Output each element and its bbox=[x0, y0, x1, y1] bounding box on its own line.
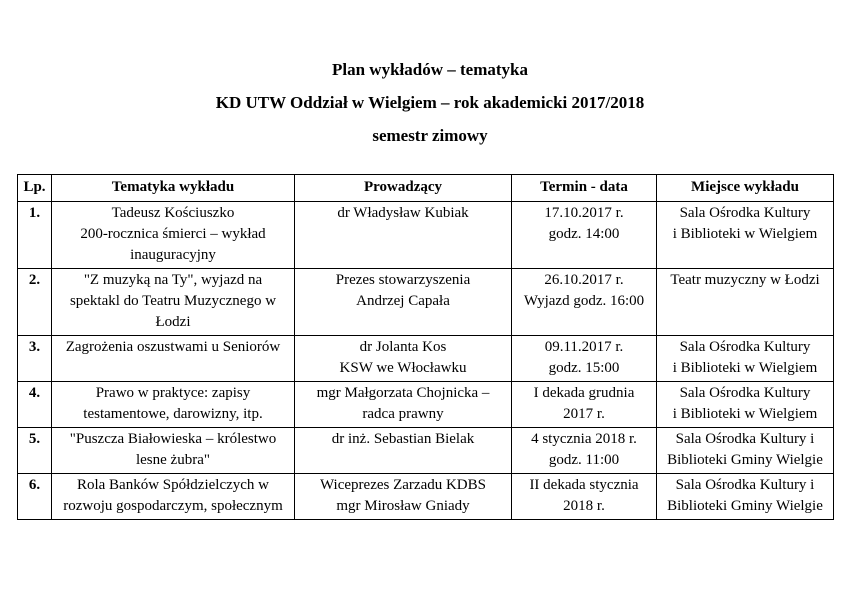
cell-place-line: Sala Ośrodka Kultury bbox=[679, 385, 811, 401]
cell-topic-line: "Puszcza Białowieska – królestwo bbox=[69, 431, 277, 447]
cell-topic-line: Łodzi bbox=[155, 314, 191, 330]
cell-place bbox=[657, 336, 834, 382]
cell-lp: 5. bbox=[18, 428, 52, 474]
cell-date bbox=[512, 202, 657, 269]
column-header-date: Termin - data bbox=[512, 175, 657, 202]
cell-date-line: 17.10.2017 r. bbox=[544, 205, 624, 221]
document-subtitle: KD UTW Oddział w Wielgiem – rok akademicki 2017/2018 bbox=[215, 93, 645, 112]
table-row bbox=[18, 336, 834, 382]
cell-date bbox=[512, 336, 657, 382]
cell-date bbox=[512, 428, 657, 474]
cell-place-line: Teatr muzyczny w Łodzi bbox=[670, 272, 820, 288]
cell-date-line: godz. 11:00 bbox=[548, 452, 620, 468]
table-row bbox=[18, 474, 834, 520]
cell-date-line: I dekada grudnia bbox=[533, 385, 635, 401]
cell-topic-line: rozwoju gospodarczym, społecznym bbox=[63, 498, 283, 514]
cell-place-line: i Biblioteki w Wielgiem bbox=[672, 226, 818, 242]
column-header-lecturer: Prowadzący bbox=[295, 175, 512, 202]
lecture-plan-table bbox=[17, 174, 834, 520]
cell-topic-line: testamentowe, darowizny, itp. bbox=[83, 406, 263, 422]
table-row bbox=[18, 428, 834, 474]
table-row bbox=[18, 269, 834, 336]
cell-date bbox=[512, 474, 657, 520]
cell-lp: 4. bbox=[18, 382, 52, 428]
cell-place-line: i Biblioteki w Wielgiem bbox=[672, 406, 818, 422]
cell-lecturer-line: mgr Mirosław Gniady bbox=[336, 498, 470, 514]
cell-date bbox=[512, 269, 657, 336]
cell-date-line: Wyjazd godz. 16:00 bbox=[523, 293, 645, 309]
cell-lp: 2. bbox=[18, 269, 52, 336]
cell-lp: 1. bbox=[18, 202, 52, 269]
cell-place-line: Sala Ośrodka Kultury bbox=[679, 339, 811, 355]
cell-place-line: Biblioteki Gminy Wielgie bbox=[667, 498, 823, 514]
cell-topic-line: Zagrożenia oszustwami u Seniorów bbox=[65, 339, 281, 355]
cell-place-line: Biblioteki Gminy Wielgie bbox=[667, 452, 823, 468]
cell-date-line: 2017 r. bbox=[563, 406, 605, 422]
cell-place-line: i Biblioteki w Wielgiem bbox=[672, 360, 818, 376]
cell-lecturer-line: Andrzej Capała bbox=[356, 293, 450, 309]
cell-lecturer bbox=[295, 269, 512, 336]
cell-lecturer-line: Wiceprezes Zarzadu KDBS bbox=[320, 477, 486, 493]
cell-lp: 6. bbox=[18, 474, 52, 520]
cell-lecturer-line: dr Władysław Kubiak bbox=[337, 205, 469, 221]
cell-topic-line: Tadeusz Kościuszko bbox=[111, 205, 235, 221]
table-header-row bbox=[18, 175, 834, 202]
column-header-place: Miejsce wykładu bbox=[657, 175, 834, 202]
column-header-lp: Lp. bbox=[18, 175, 52, 202]
cell-place bbox=[657, 474, 834, 520]
cell-topic bbox=[52, 474, 295, 520]
cell-topic-line: Prawo w praktyce: zapisy bbox=[95, 385, 251, 401]
cell-place bbox=[657, 428, 834, 474]
cell-topic bbox=[52, 336, 295, 382]
document-title: Plan wykładów – tematyka bbox=[332, 60, 528, 79]
cell-place bbox=[657, 269, 834, 336]
cell-place bbox=[657, 202, 834, 269]
table-body bbox=[18, 202, 834, 520]
cell-place-line: Sala Ośrodka Kultury i bbox=[675, 431, 815, 447]
cell-lecturer bbox=[295, 428, 512, 474]
cell-date bbox=[512, 382, 657, 428]
cell-date-line: 2018 r. bbox=[563, 498, 605, 514]
cell-topic bbox=[52, 428, 295, 474]
cell-lecturer-line: mgr Małgorzata Chojnicka – bbox=[316, 385, 490, 401]
cell-topic-line: spektakl do Teatru Muzycznego w bbox=[69, 293, 277, 309]
cell-topic-line: inauguracyjny bbox=[130, 247, 216, 263]
cell-date-line: 4 stycznia 2018 r. bbox=[531, 431, 637, 447]
cell-date-line: godz. 14:00 bbox=[548, 226, 620, 242]
cell-lecturer bbox=[295, 382, 512, 428]
cell-lecturer-line: KSW we Włocławku bbox=[339, 360, 467, 376]
cell-topic bbox=[52, 382, 295, 428]
cell-topic-line: "Z muzyką na Ty", wyjazd na bbox=[83, 272, 263, 288]
cell-lecturer-line: Prezes stowarzyszenia bbox=[335, 272, 471, 288]
cell-date-line: 26.10.2017 r. bbox=[544, 272, 624, 288]
cell-lp: 3. bbox=[18, 336, 52, 382]
cell-lecturer-line: dr Jolanta Kos bbox=[359, 339, 447, 355]
cell-place bbox=[657, 382, 834, 428]
table-row bbox=[18, 202, 834, 269]
cell-topic bbox=[52, 202, 295, 269]
cell-lecturer-line: dr inż. Sebastian Bielak bbox=[331, 431, 475, 447]
cell-date-line: godz. 15:00 bbox=[548, 360, 620, 376]
cell-topic bbox=[52, 269, 295, 336]
semester-label: semestr zimowy bbox=[372, 126, 488, 145]
cell-lecturer bbox=[295, 474, 512, 520]
cell-place-line: Sala Ośrodka Kultury bbox=[679, 205, 811, 221]
cell-lecturer-line: radca prawny bbox=[362, 406, 444, 422]
cell-topic-line: 200-rocznica śmierci – wykład bbox=[80, 226, 266, 242]
cell-lecturer bbox=[295, 202, 512, 269]
cell-date-line: 09.11.2017 r. bbox=[544, 339, 624, 355]
table-row bbox=[18, 382, 834, 428]
cell-topic-line: lesne żubra" bbox=[135, 452, 210, 468]
cell-place-line: Sala Ośrodka Kultury i bbox=[675, 477, 815, 493]
cell-date-line: II dekada stycznia bbox=[529, 477, 639, 493]
cell-lecturer bbox=[295, 336, 512, 382]
cell-topic-line: Rola Banków Spółdzielczych w bbox=[76, 477, 270, 493]
column-header-topic: Tematyka wykładu bbox=[52, 175, 295, 202]
